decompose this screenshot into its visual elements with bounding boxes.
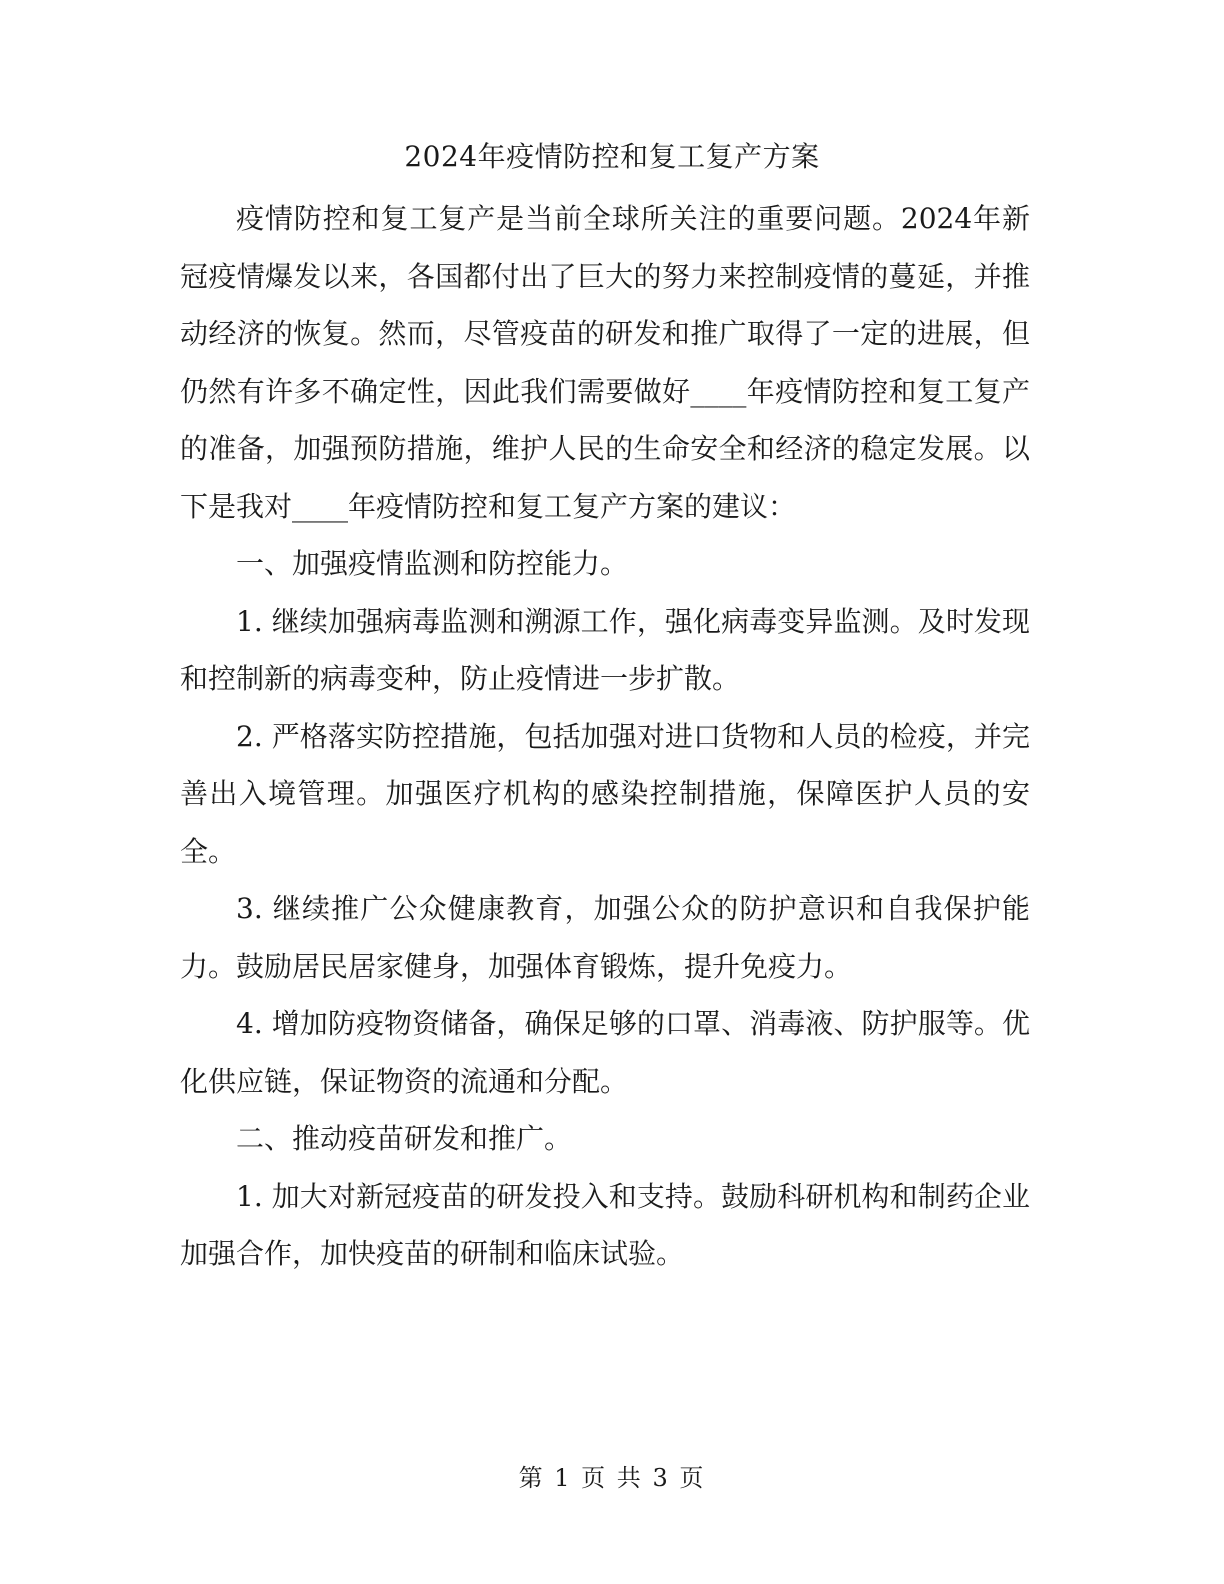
list-item-2-1: 1. 加大对新冠疫苗的研发投入和支持。鼓励科研机构和制药企业加强合作，加快疫苗的研制和临床试验。 (180, 1179, 1030, 1270)
intro-paragraph: 疫情防控和复工复产是当前全球所关注的重要问题。2024年新冠疫情爆发以来，各国都付出了巨大的努力来控制疫情的蔓延，并推动经济的恢复。然而，尽管疫苗的研发和推广取得了一定的进展，但仍然有许多不确定性，因此我们需要做好____年疫情防控和复工复产的准备，加强预防措施，维护人民的生命安全和经济的稳定发展。以下是我对____年疫情防控和复工复产方案的建议： (180, 202, 1030, 523)
list-item-1-1: 1. 继续加强病毒监测和溯源工作，强化病毒变异监测。及时发现和控制新的病毒变种，防止疫情进一步扩散。 (180, 604, 1030, 695)
list-item-1-3: 3. 继续推广公众健康教育，加强公众的防护意识和自我保护能力。鼓励居民居家健身，加强体育锻炼，提升免疫力。 (180, 892, 1030, 983)
page-number-footer: 第 1 页 共 3 页 (518, 1464, 706, 1492)
section-heading-2: 二、推动疫苗研发和推广。 (236, 1122, 573, 1155)
section-heading-1: 一、加强疫情监测和防控能力。 (236, 547, 629, 580)
list-item-1-2: 2. 严格落实防控措施，包括加强对进口货物和人员的检疫，并完善出入境管理。加强医疗机构的感染控制措施，保障医护人员的安全。 (180, 719, 1030, 868)
document-body (180, 190, 1030, 1283)
list-item-1-4: 4. 增加防疫物资储备，确保足够的口罩、消毒液、防护服等。优化供应链，保证物资的流通和分配。 (180, 1007, 1030, 1098)
document-title: 2024年疫情防控和复工复产方案 (404, 140, 820, 173)
